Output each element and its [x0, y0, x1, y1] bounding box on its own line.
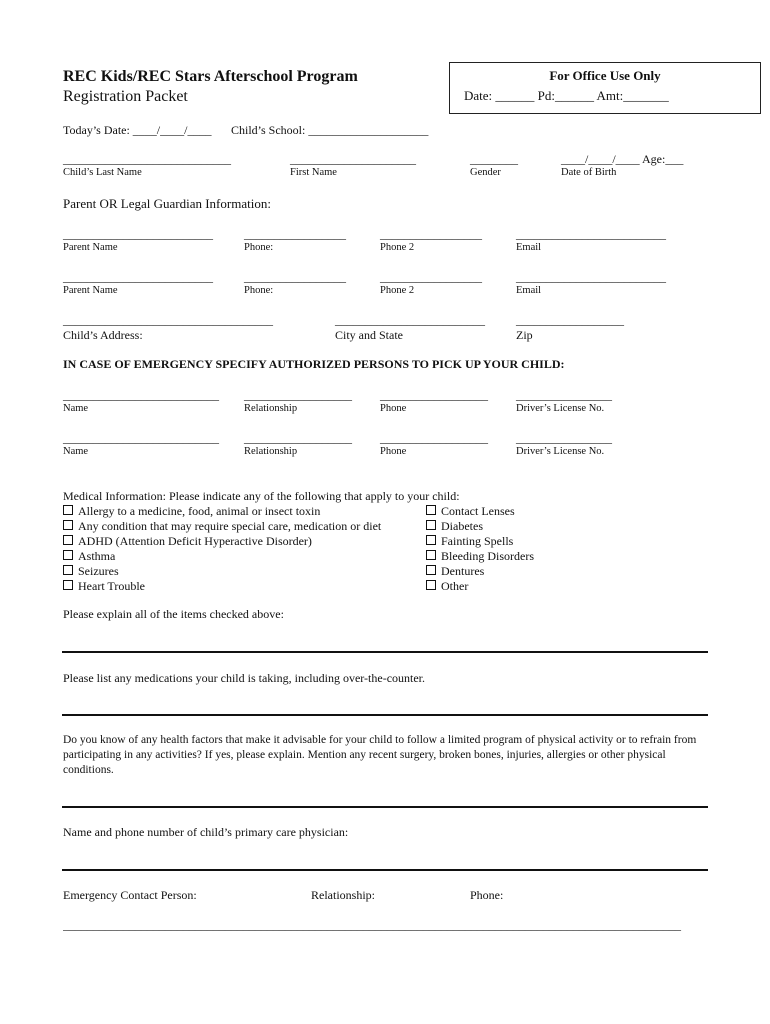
medical-checkbox-item[interactable]: Dentures: [426, 564, 484, 579]
childs-school-field[interactable]: Child’s School: ____________________: [231, 123, 429, 137]
guardian-heading: Parent OR Legal Guardian Information:: [63, 196, 271, 211]
checkbox[interactable]: [63, 505, 73, 515]
medications-answer-line[interactable]: [62, 714, 708, 716]
checkbox[interactable]: [63, 520, 73, 530]
address-label: Child’s Address:: [63, 328, 143, 342]
medical-checkbox-item[interactable]: Any condition that may require special care, medication or diet: [63, 519, 381, 534]
emergency-heading: IN CASE OF EMERGENCY SPECIFY AUTHORIZED PERSONS TO PICK UP YOUR CHILD:: [63, 357, 565, 371]
pickup-phone-label: Phone: [380, 446, 407, 457]
pickup-relationship-input[interactable]: __________________: [244, 431, 352, 445]
zip-label: Zip: [516, 328, 533, 342]
pickup-relationship-label: Relationship: [244, 403, 298, 414]
physician-answer-line[interactable]: [62, 869, 708, 871]
health-factors-answer-line[interactable]: [62, 806, 708, 808]
dob-label: Date of Birth: [561, 167, 617, 178]
medical-checkbox-item[interactable]: Fainting Spells: [426, 534, 513, 549]
pickup-name-label: Name: [63, 446, 89, 457]
explain-prompt: Please explain all of the items checked above:: [63, 607, 284, 621]
emergency-relationship-label: Relationship:: [311, 888, 375, 902]
explain-answer-line[interactable]: [62, 651, 708, 653]
physician-prompt: Name and phone number of child’s primary care physician:: [63, 825, 349, 839]
pickup-name-input[interactable]: __________________________: [63, 431, 219, 445]
office-use-title: For Office Use Only: [549, 68, 661, 83]
checkbox[interactable]: [63, 550, 73, 560]
city-state-input[interactable]: _________________________: [335, 313, 485, 327]
pickup-relationship-label: Relationship: [244, 446, 298, 457]
medical-checkbox-item[interactable]: Heart Trouble: [63, 579, 145, 594]
pickup-name-label: Name: [63, 403, 89, 414]
checkbox[interactable]: [426, 535, 436, 545]
checkbox[interactable]: [63, 565, 73, 575]
medical-checkbox-item[interactable]: Allergy to a medicine, food, animal or insect toxin: [63, 504, 320, 519]
medications-prompt: Please list any medications your child is taking, including over-the-counter.: [63, 671, 426, 685]
checkbox[interactable]: [63, 535, 73, 545]
form-subtitle: Registration Packet: [63, 88, 188, 105]
parent-email-input[interactable]: _________________________: [516, 227, 666, 241]
gender-input[interactable]: ________: [470, 152, 518, 166]
checkbox[interactable]: [426, 520, 436, 530]
parent-name-input[interactable]: _________________________: [63, 270, 213, 284]
last-name-label: Child’s Last Name: [63, 167, 142, 178]
office-use-fields: Date: ______ Pd:______ Amt:_______: [464, 88, 669, 103]
medical-checkbox-item[interactable]: Contact Lenses: [426, 504, 515, 519]
dob-age-input[interactable]: ____/____/____ Age:___: [561, 152, 684, 166]
health-factors-prompt: Do you know of any health factors that make it advisable for your child to follow a limited program of physical activity or to refrain from participating in any activities? If yes, please explain. Mention any recent surgery, broken bones, injuries, allergies or other physical conditions.: [63, 734, 697, 776]
parent-phone2-input[interactable]: _________________: [380, 227, 482, 241]
pickup-name-input[interactable]: __________________________: [63, 388, 219, 402]
medical-checkbox-item[interactable]: Diabetes: [426, 519, 483, 534]
emergency-phone-label: Phone:: [470, 888, 504, 902]
checkbox[interactable]: [426, 580, 436, 590]
pickup-license-input[interactable]: ________________: [516, 431, 612, 445]
pickup-license-label: Driver’s License No.: [516, 403, 605, 414]
medical-checkbox-item[interactable]: Asthma: [63, 549, 115, 564]
checkbox[interactable]: [426, 505, 436, 515]
parent-email-input[interactable]: _________________________: [516, 270, 666, 284]
checkbox[interactable]: [426, 550, 436, 560]
medical-heading: Medical Information: Please indicate any of the following that apply to your child:: [63, 489, 460, 503]
office-use-box: [449, 62, 761, 114]
emergency-contact-input[interactable]: _______________________________________________________________________________________________________: [63, 918, 681, 932]
address-input[interactable]: ___________________________________: [63, 313, 273, 327]
medical-checkbox-item[interactable]: Bleeding Disorders: [426, 549, 534, 564]
pickup-phone-input[interactable]: __________________: [380, 431, 488, 445]
gender-label: Gender: [470, 167, 501, 178]
pickup-license-label: Driver’s License No.: [516, 446, 605, 457]
pickup-phone-label: Phone: [380, 403, 407, 414]
form-title: REC Kids/REC Stars Afterschool Program: [63, 68, 358, 85]
pickup-relationship-input[interactable]: __________________: [244, 388, 352, 402]
parent-email-label: Email: [516, 242, 542, 253]
checkbox[interactable]: [63, 580, 73, 590]
parent-phone2-label: Phone 2: [380, 285, 415, 296]
parent-phone2-label: Phone 2: [380, 242, 415, 253]
pickup-phone-input[interactable]: __________________: [380, 388, 488, 402]
zip-input[interactable]: __________________: [516, 313, 624, 327]
city-state-label: City and State: [335, 328, 403, 342]
emergency-contact-label: Emergency Contact Person:: [63, 888, 197, 902]
checkbox[interactable]: [426, 565, 436, 575]
todays-date-field[interactable]: Today’s Date: ____/____/____: [63, 123, 212, 137]
parent-email-label: Email: [516, 285, 542, 296]
medical-checkbox-item[interactable]: Other: [426, 579, 468, 594]
parent-name-input[interactable]: _________________________: [63, 227, 213, 241]
parent-name-label: Parent Name: [63, 242, 118, 253]
first-name-input[interactable]: _____________________: [290, 152, 416, 166]
parent-phone-label: Phone:: [244, 285, 274, 296]
parent-name-label: Parent Name: [63, 285, 118, 296]
medical-checkbox-item[interactable]: Seizures: [63, 564, 119, 579]
pickup-license-input[interactable]: ________________: [516, 388, 612, 402]
first-name-label: First Name: [290, 167, 337, 178]
parent-phone-label: Phone:: [244, 242, 274, 253]
parent-phone2-input[interactable]: _________________: [380, 270, 482, 284]
medical-checkbox-item[interactable]: ADHD (Attention Deficit Hyperactive Disorder): [63, 534, 312, 549]
parent-phone-input[interactable]: _________________: [244, 270, 346, 284]
last-name-input[interactable]: ____________________________: [63, 152, 231, 166]
parent-phone-input[interactable]: _________________: [244, 227, 346, 241]
